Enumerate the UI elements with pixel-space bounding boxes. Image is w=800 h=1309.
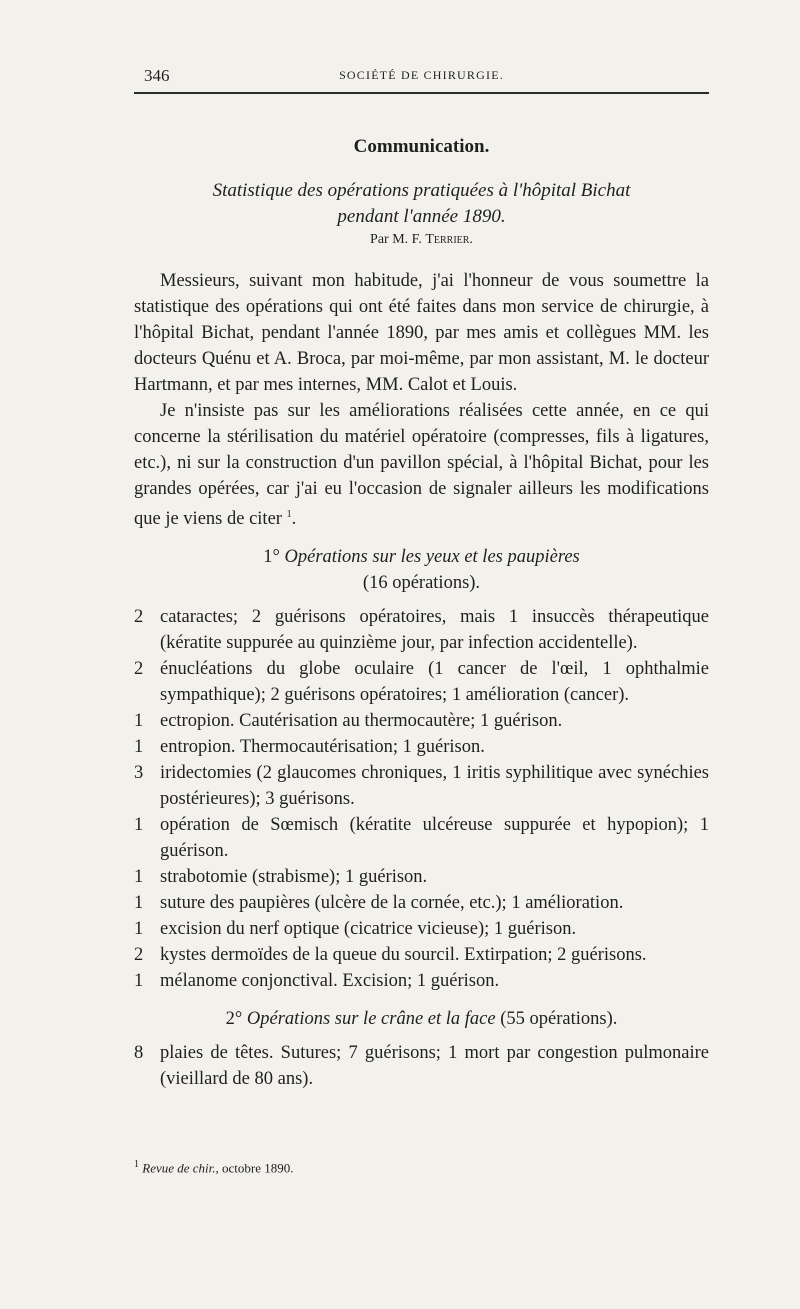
entry-text: entropion. Thermocautérisation; 1 guérison. — [160, 737, 485, 758]
list-item — [134, 656, 709, 708]
article-title-line-2: pendant l'année 1890. — [337, 206, 506, 227]
footnote-marker: 1 — [134, 1159, 139, 1170]
list-item — [134, 604, 709, 656]
entry-count: 2 — [134, 945, 144, 966]
section-1-count: (16 opérations). — [362, 573, 481, 594]
entry-count: 1 — [134, 711, 144, 732]
section-2-count: (55 opérations). — [500, 1009, 618, 1030]
entry-text: iridectomies (2 glaucomes chroniques, 1 iritis syphilitique avec synéchies postérieures); 3 guérisons. — [160, 763, 709, 810]
section-2-list — [134, 1040, 709, 1092]
section-2-prefix: 2° — [225, 1009, 243, 1030]
list-item — [134, 890, 709, 916]
article-title — [134, 178, 709, 230]
entry-count: 2 — [134, 607, 144, 628]
entry-count: 1 — [134, 867, 144, 888]
footnote-date: octobre 1890. — [222, 1160, 294, 1176]
entry-count: 2 — [134, 659, 144, 680]
entry-count: 1 — [134, 737, 144, 758]
article-title-line-1: Statistique des opérations pratiquées à l'hôpital Bichat — [212, 180, 631, 201]
running-head: SOCIÉTÉ DE CHIRURGIE. — [339, 68, 504, 82]
author-line — [134, 232, 709, 248]
entry-text: cataractes; 2 guérisons opératoires, mais 1 insuccès thérapeutique (kératite suppurée au quinzième jour, par infection accidentelle). — [160, 607, 709, 654]
entry-text: énucléations du globe oculaire (1 cancer de l'œil, 1 ophthalmie sympathique); 2 guérisons opératoires; 1 amélioration (cancer). — [160, 659, 709, 706]
paragraph-2: Je n'insiste pas sur les améliorations réalisées cette année, en ce qui concerne la stérilisation du matériel opératoire (compresses, fils à ligatures, etc.), ni sur la construction d'un pavillon spécial, à l'hôpital Bichat, pour les grandes opérées, car j'ai eu l'occasion de signaler ailleurs les modifications que je viens de citer $^1$. — [134, 401, 709, 530]
entry-text: ectropion. Cautérisation au thermocautère; 1 guérison. — [160, 711, 563, 732]
entry-text: kystes dermoïdes de la queue du sourcil. Extirpation; 2 guérisons. — [160, 945, 647, 966]
entry-text: strabotomie (strabisme); 1 guérison. — [160, 867, 428, 888]
footnote — [134, 1156, 709, 1177]
section-1-heading — [134, 544, 709, 596]
list-item — [134, 708, 709, 734]
paragraph-2-text: Je n'insiste pas sur les améliorations réalisées cette année, en ce qui concerne la stérilisation du matériel opératoire (compresses, fils à ligatures, etc.), ni sur la construction d'un pavillon spécial, à l'hôpital Bichat, pour les grandes opérées, car j'ai eu l'occasion de signaler ailleurs les modifications que je viens de citer — [134, 401, 709, 530]
page-header — [134, 62, 709, 94]
section-2-heading — [134, 1006, 709, 1032]
paragraph-1: Messieurs, suivant mon habitude, j'ai l'honneur de vous soumettre la statistique des opérations qui ont été faites dans mon service de chirurgie, à l'hôpital Bichat, pendant l'année 1890, par mes amis et collègues MM. les docteurs Quénu et A. Broca, par moi-même, par mon assistant, M. le docteur Hartmann, et par mes internes, MM. Calot et Louis. — [134, 271, 709, 395]
entry-count: 3 — [134, 763, 144, 784]
list-item — [134, 968, 709, 994]
entry-count: 8 — [134, 1043, 144, 1064]
list-item — [134, 760, 709, 812]
section-1-list — [134, 604, 709, 994]
list-item — [134, 1040, 709, 1092]
article-body — [134, 268, 709, 1092]
list-item — [134, 734, 709, 760]
section-2-title: Opérations sur le crâne et la face — [246, 1009, 496, 1030]
footnote-reference: 1 — [286, 509, 292, 520]
entry-text: plaies de têtes. Sutures; 7 guérisons; 1 mort par congestion pulmonaire (vieillard de 80 ans). — [160, 1043, 709, 1090]
section-title: Communication. — [353, 136, 490, 157]
page-number: 346 — [144, 66, 170, 85]
entry-count: 1 — [134, 815, 144, 836]
section-1-prefix: 1° — [263, 547, 280, 568]
entry-text: mélanome conjonctival. Excision; 1 guérison. — [160, 971, 500, 992]
entry-text: suture des paupières (ulcère de la cornée, etc.); 1 amélioration. — [160, 893, 624, 914]
author-prefix: Par M. F. — [370, 232, 422, 247]
list-item — [134, 812, 709, 864]
list-item — [134, 864, 709, 890]
entry-text: excision du nerf optique (cicatrice vicieuse); 1 guérison. — [160, 919, 577, 940]
section-1-title: Opérations sur les yeux et les paupières — [284, 547, 580, 568]
list-item — [134, 916, 709, 942]
entry-count: 1 — [134, 893, 144, 914]
author-name: Terrier. — [425, 232, 473, 247]
entry-text: opération de Sœmisch (kératite ulcéreuse suppurée et hypopion); 1 guérison. — [160, 815, 709, 862]
footnote-source: Revue de chir., — [142, 1160, 219, 1176]
entry-count: 1 — [134, 919, 144, 940]
list-item — [134, 942, 709, 968]
entry-count: 1 — [134, 971, 144, 992]
